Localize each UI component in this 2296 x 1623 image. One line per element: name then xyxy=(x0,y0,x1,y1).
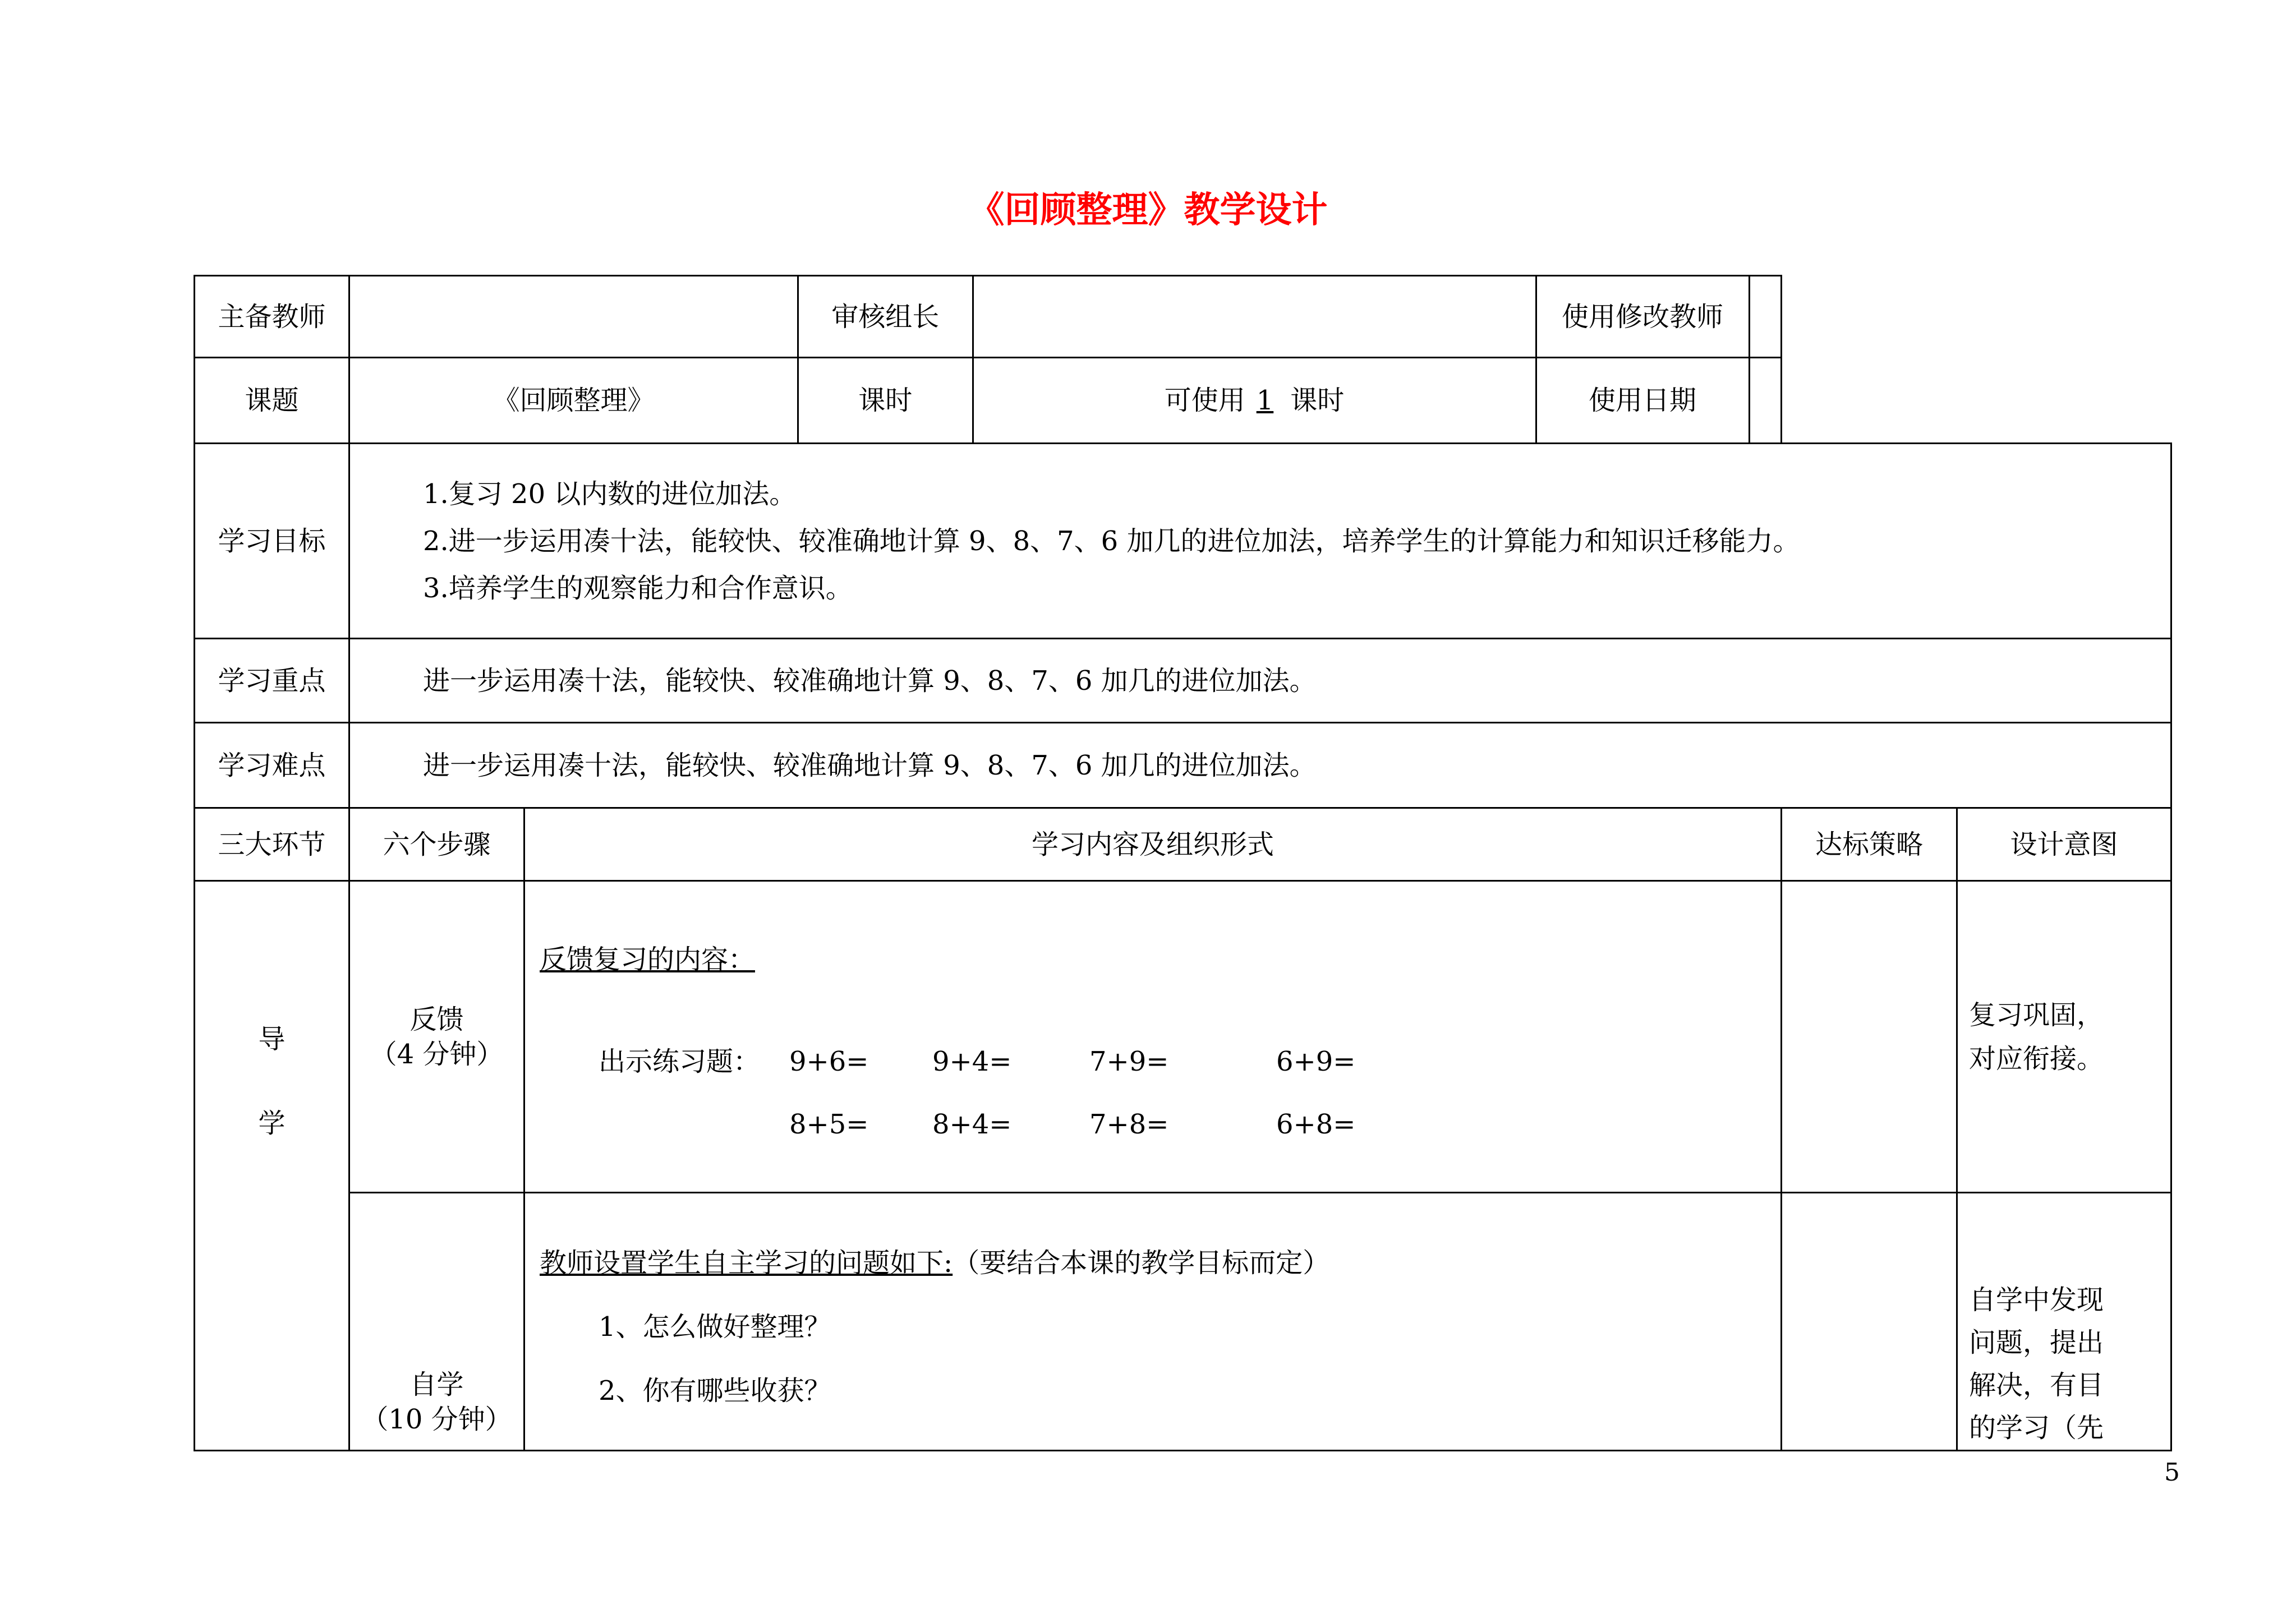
goal-item: 3.培养学生的观察能力和合作意识。 xyxy=(423,572,853,604)
exercise-row xyxy=(540,1107,1769,1142)
self-study-strategy xyxy=(1782,1193,1957,1451)
intent-line: 问题，提出 xyxy=(1969,1326,2104,1358)
header-row-topic xyxy=(195,358,2171,444)
stage-cell xyxy=(195,881,349,1451)
self-study-step-time: （10 分钟） xyxy=(361,1404,512,1435)
lesson-plan-table xyxy=(194,275,2172,1451)
modifier-value xyxy=(1749,276,1780,357)
feedback-heading: 反馈复习的内容： xyxy=(540,943,756,975)
difficulty-text: 进一步运用凑十法，能较快、较准确地计算 9、8、7、6 加几的进位加法。 xyxy=(349,723,2171,808)
intent-line: 解决，有目 xyxy=(1969,1369,2104,1401)
stage-char: 学 xyxy=(258,1108,286,1139)
self-study-heading-note: （要结合本课的教学目标而定） xyxy=(953,1247,1330,1279)
reviewer-row-inner xyxy=(798,276,1782,358)
date-label: 使用日期 xyxy=(1536,358,1749,442)
exercise-item: 6+8= xyxy=(1276,1108,1356,1140)
hours-value: 1 xyxy=(1256,385,1274,416)
exercise-item: 8+4= xyxy=(932,1108,1012,1140)
goals-label: 学习目标 xyxy=(195,444,349,639)
self-study-step xyxy=(349,1193,524,1451)
page-title: 《回顾整理》教学设计 xyxy=(968,190,1328,231)
date-value xyxy=(1749,358,1780,442)
exercise-item: 7+8= xyxy=(1089,1108,1169,1140)
difficulty-row xyxy=(195,723,2171,808)
page-number: 5 xyxy=(2164,1458,2180,1487)
col-intent: 设计意图 xyxy=(1957,808,2171,881)
intent-line: 对应衔接。 xyxy=(1969,1043,2104,1075)
intent-line: 自学中发现 xyxy=(1969,1284,2104,1316)
question-item: 1、怎么做好整理？ xyxy=(599,1311,831,1343)
self-study-step-name: 自学 xyxy=(409,1369,464,1400)
goal-item: 2.进一步运用凑十法，能较快、较准确地计算 9、8、7、6 加几的进位加法，培养学生的计算能力和知识迁移能力。 xyxy=(423,525,1800,557)
feedback-step-name: 反馈 xyxy=(409,1003,464,1035)
stage-char: 导 xyxy=(258,1023,286,1055)
difficulty-label: 学习难点 xyxy=(195,723,349,808)
goals-row xyxy=(195,444,2171,639)
self-study-intent xyxy=(1957,1193,2171,1451)
col-content: 学习内容及组织形式 xyxy=(524,808,1782,881)
key-point-row xyxy=(195,639,2171,723)
hours-label: 课时 xyxy=(799,358,973,442)
feedback-strategy xyxy=(1782,881,1957,1193)
header-row-teachers xyxy=(195,276,2171,358)
hours-suffix: 课时 xyxy=(1290,385,1345,416)
goals-content xyxy=(349,444,2171,639)
exercise-label: 出示练习题： xyxy=(599,1045,761,1077)
intent-line: 的学习（先 xyxy=(1969,1412,2104,1444)
hours-value-cell xyxy=(973,358,1536,442)
feedback-content xyxy=(524,881,1782,1193)
feedback-row xyxy=(195,881,2171,1193)
feedback-step xyxy=(349,881,524,1193)
hours-prefix: 可使用 xyxy=(1164,385,1245,416)
col-stages: 三大环节 xyxy=(195,808,349,881)
question-item: 2、你有哪些收获？ xyxy=(599,1375,831,1407)
exercise-item: 9+4= xyxy=(932,1045,1012,1077)
col-strategy: 达标策略 xyxy=(1782,808,1957,881)
self-study-row xyxy=(195,1193,2171,1451)
preparer-label: 主备教师 xyxy=(195,276,349,358)
col-steps: 六个步骤 xyxy=(349,808,524,881)
self-study-heading-line xyxy=(540,1246,1769,1280)
feedback-intent xyxy=(1957,881,2171,1193)
modifier-label: 使用修改教师 xyxy=(1536,276,1749,357)
exercise-item: 6+9= xyxy=(1276,1045,1356,1077)
self-study-content xyxy=(524,1193,1782,1451)
key-point-text: 进一步运用凑十法，能较快、较准确地计算 9、8、7、6 加几的进位加法。 xyxy=(349,639,2171,723)
preparer-value xyxy=(349,276,798,358)
topic-row-inner xyxy=(798,358,1782,444)
topic-value: 《回顾整理》 xyxy=(349,358,798,444)
key-point-label: 学习重点 xyxy=(195,639,349,723)
topic-label: 课题 xyxy=(195,358,349,444)
exercise-item: 9+6= xyxy=(789,1045,869,1077)
reviewer-value xyxy=(973,276,1536,357)
feedback-step-time: （4 分钟） xyxy=(370,1038,504,1070)
reviewer-label: 审核组长 xyxy=(799,276,973,357)
exercise-row xyxy=(540,1044,1769,1107)
self-study-heading: 教师设置学生自主学习的问题如下: xyxy=(540,1247,953,1279)
goal-item: 1.复习 20 以内数的进位加法。 xyxy=(423,478,797,510)
columns-header-row xyxy=(195,808,2171,881)
exercise-item: 8+5= xyxy=(789,1108,869,1140)
intent-line: 复习巩固， xyxy=(1969,999,2104,1031)
exercise-item: 7+9= xyxy=(1089,1045,1169,1077)
